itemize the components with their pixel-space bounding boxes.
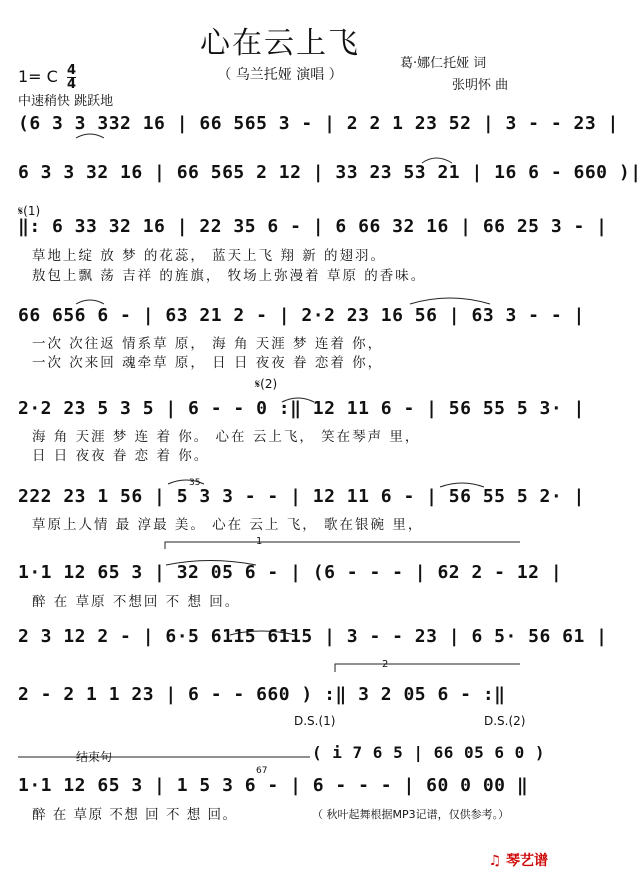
brand-logo bbox=[489, 850, 548, 870]
key-label: 1= C bbox=[18, 67, 58, 86]
lyric-line-4: 一次 次来回 魂牵草 原， 日 日 夜夜 眷 恋着 你， bbox=[32, 355, 384, 371]
ending-bracket-notes: ( i 7 6 5 | 66 05 6 0 ) bbox=[312, 743, 546, 762]
lyric-line-1: 草地上绽 放 梦 的花蕊， 蓝天上飞 翔 新 的翅羽。 bbox=[32, 248, 387, 264]
song-title: 心在云上飞 bbox=[200, 26, 360, 61]
lyric-line-9: 醉 在 草原 不想 回 不 想 回。 bbox=[32, 807, 238, 823]
staff-line-8: 2 3 12 2 - | 6·5 6115 6115 | 3 - - 23 | 6 5· 56 61 | bbox=[18, 626, 608, 647]
transcription-note: （ 秋叶起舞根据MP3记谱，仅供参考。） bbox=[312, 808, 510, 821]
ds-1-mark: D.S.(1) bbox=[294, 714, 336, 728]
lyric-line-6: 日 日 夜夜 眷 恋 着 你。 bbox=[32, 448, 210, 464]
segno-2: 𝄋(2) bbox=[255, 377, 278, 391]
staff-line-9: 2 - 2 1 1 23 | 6 - - 660 ) :‖ 3 2 05 6 - :‖ bbox=[18, 684, 506, 705]
staff-line-7: 1·1 12 65 3 | 32 05 6 - | (6 - - - | 62 2 - 12 | bbox=[18, 562, 563, 583]
segno-1: 𝄋(1) bbox=[18, 204, 41, 218]
lyricist-credit: 葛·娜仁托娅 词 bbox=[400, 56, 487, 71]
composer-credit: 张明怀 曲 bbox=[452, 78, 509, 93]
staff-line-5: 2·2 23 5 3 5 | 6 - - 0 :‖ 12 11 6 - | 56 55 5 3· | bbox=[18, 398, 585, 419]
lyric-line-8: 醉 在 草原 不想回 不 想 回。 bbox=[32, 594, 241, 610]
staff-line-4: 66 656 6 - | 63 21 2 - | 2·2 23 16 56 | 63 3 - - | bbox=[18, 305, 585, 326]
ds-2-mark: D.S.(2) bbox=[484, 714, 526, 728]
key-signature bbox=[18, 64, 76, 91]
grace-note: 35 bbox=[189, 478, 201, 488]
staff-line-10: 1·1 12 65 3 | 1 5 3 6 - | 6 - - - | 60 0 00 ‖ bbox=[18, 775, 529, 796]
brand-icon: ♫ bbox=[488, 853, 502, 869]
staff-line-3: ‖: 6 33 32 16 | 22 35 6 - | 6 66 32 16 | 66 25 3 - | bbox=[18, 216, 608, 237]
time-numerator: 4 bbox=[66, 63, 76, 78]
staff-line-6: 222 23 1 56 | 5 3 3 - - | 12 11 6 - | 56 55 5 2· | bbox=[18, 486, 585, 507]
grace-note-2: 67 bbox=[256, 766, 268, 776]
performer-subtitle: （ 乌兰托娅 演唱 ） bbox=[217, 67, 343, 83]
lyric-line-5: 海 角 天涯 梦 连 着 你。 心在 云上飞， 笑在琴声 里， bbox=[32, 429, 421, 445]
volta-2-label: 2 bbox=[382, 659, 389, 670]
lyric-line-2: 敖包上飘 荡 吉祥 的旌旗， 牧场上弥漫着 草原 的香味。 bbox=[32, 268, 427, 284]
staff-line-2: 6 3 3 32 16 | 66 565 2 12 | 33 23 53 21 | 16 6 - 660 )| bbox=[18, 162, 642, 183]
volta-1-label: 1 bbox=[256, 536, 263, 547]
time-denominator: 4 bbox=[66, 77, 76, 92]
tempo-marking: 中速稍快 跳跃地 bbox=[18, 94, 114, 109]
ending-label: 结束句 bbox=[76, 750, 113, 764]
lyric-line-3: 一次 次往返 情系草 原， 海 角 天涯 梦 连着 你， bbox=[32, 336, 384, 352]
lyric-line-7: 草原上人情 最 淳最 美。 心在 云上 飞， 歌在银碗 里， bbox=[32, 517, 424, 533]
time-signature bbox=[67, 64, 76, 91]
staff-line-1: (6 3 3 332 16 | 66 565 3 - | 2 2 1 23 52 | 3 - - 23 | bbox=[18, 113, 619, 134]
brand-name: 琴艺谱 bbox=[506, 853, 548, 869]
